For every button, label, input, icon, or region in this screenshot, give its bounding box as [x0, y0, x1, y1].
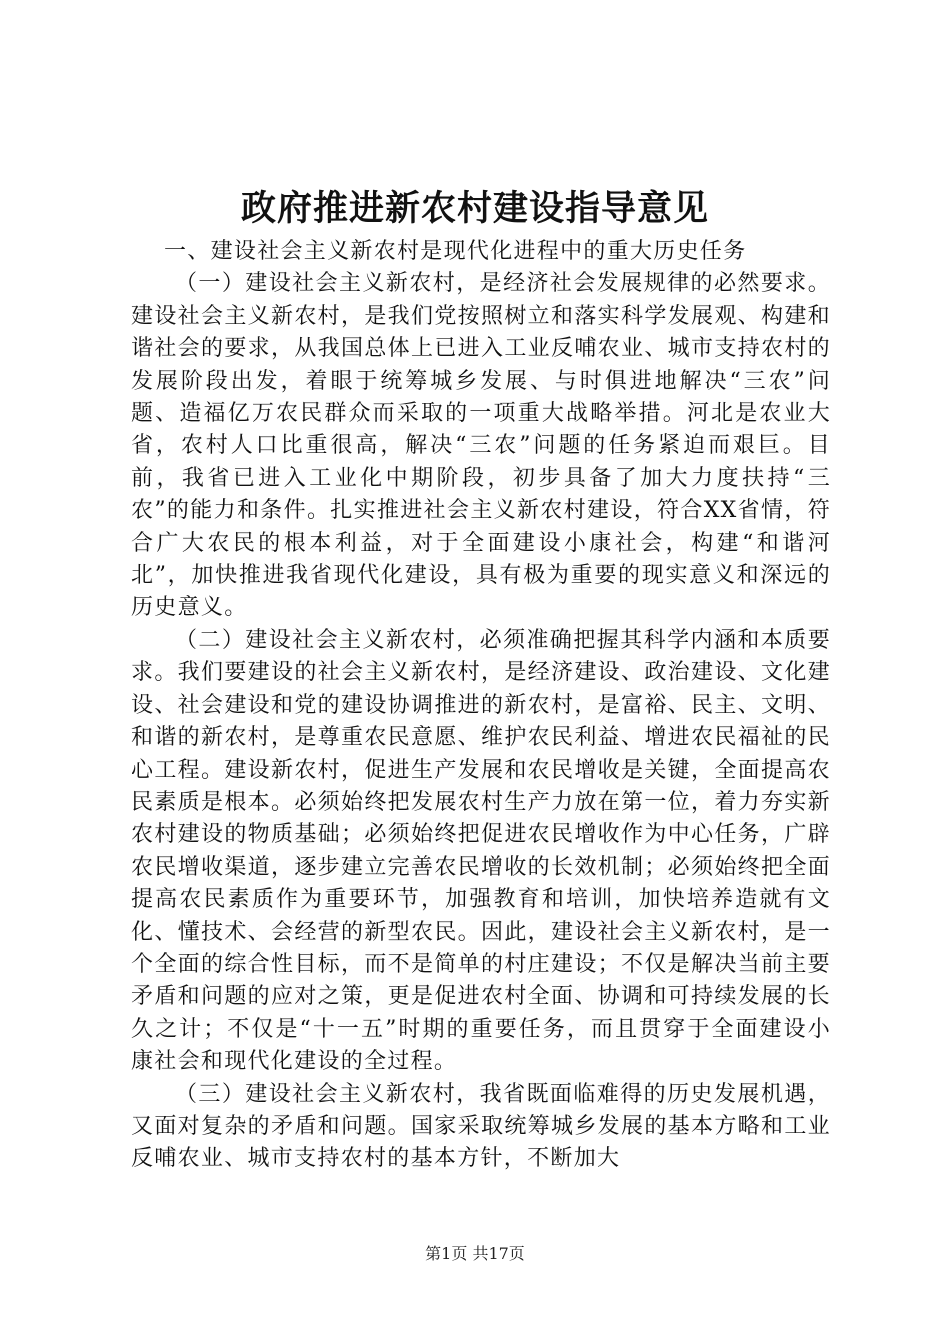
- page-title: 政府推进新农村建设指导意见: [240, 188, 709, 229]
- paragraph-2: （二）建设社会主义新农村，必须准确把握其科学内涵和本质要求。我们要建设的社会主义新农村，是经济建设、政治建设、文化建设、社会建设和党的建设协调推进的新农村，是富裕、民主、文明、和谐的新农村，是尊重农民意愿、维护农民利益、增进农民福祉的民心工程。建设新农村，促进生产发展和农民增收是关键，全面提高农民素质是根本。必须始终把发展农村生产力放在第一位，着力夯实新农村建设的物质基础；必须始终把促进农民增收作为中心任务，广辟农民增收渠道，逐步建立完善农民增收的长效机制；必须始终把全面提高农民素质作为重要环节，加强教育和培训，加快培养造就有文化、懂技术、会经营的新型农民。因此，建设社会主义新农村，是一个全面的综合性目标，而不是简单的村庄建设；不仅是解决当前主要矛盾和问题的应对之策，更是促进农村全面、协调和可持续发展的长久之计；不仅是“十一五”时期的重要任务，而且贯穿于全面建设小康社会和现代化建设的全过程。: [131, 627, 831, 1075]
- paragraph-1: （一）建设社会主义新农村，是经济社会发展规律的必然要求。建设社会主义新农村，是我们党按照树立和落实科学发展观、构建和谐社会的要求，从我国总体上已进入工业反哺农业、城市支持农村的发展阶段出发，着眼于统筹城乡发展、与时俱进地解决“三农”问题、造福亿万农民群众而采取的一项重大战略举措。河北是农业大省，农村人口比重很高，解决“三农”问题的任务紧迫而艰巨。目前，我省已进入工业化中期阶段，初步具备了加大力度扶持“三农”的能力和条件。扎实推进社会主义新农村建设，符合XX省情，符合广大农民的根本利益，对于全面建设小康社会，构建“和谐河北”，加快推进我省现代化建设，具有极为重要的现实意义和深远的历史意义。: [131, 271, 831, 621]
- section-heading: 一、建设社会主义新农村是现代化进程中的重大历史任务: [164, 239, 747, 264]
- page-number-footer: 第1页 共17页: [425, 1244, 525, 1263]
- document-body: [131, 236, 831, 1176]
- paragraph-3: （三）建设社会主义新农村，我省既面临难得的历史发展机遇，又面对复杂的矛盾和问题。国家采取统筹城乡发展的基本方略和工业反哺农业、城市支持农村的基本方针，不断加大: [131, 1081, 831, 1172]
